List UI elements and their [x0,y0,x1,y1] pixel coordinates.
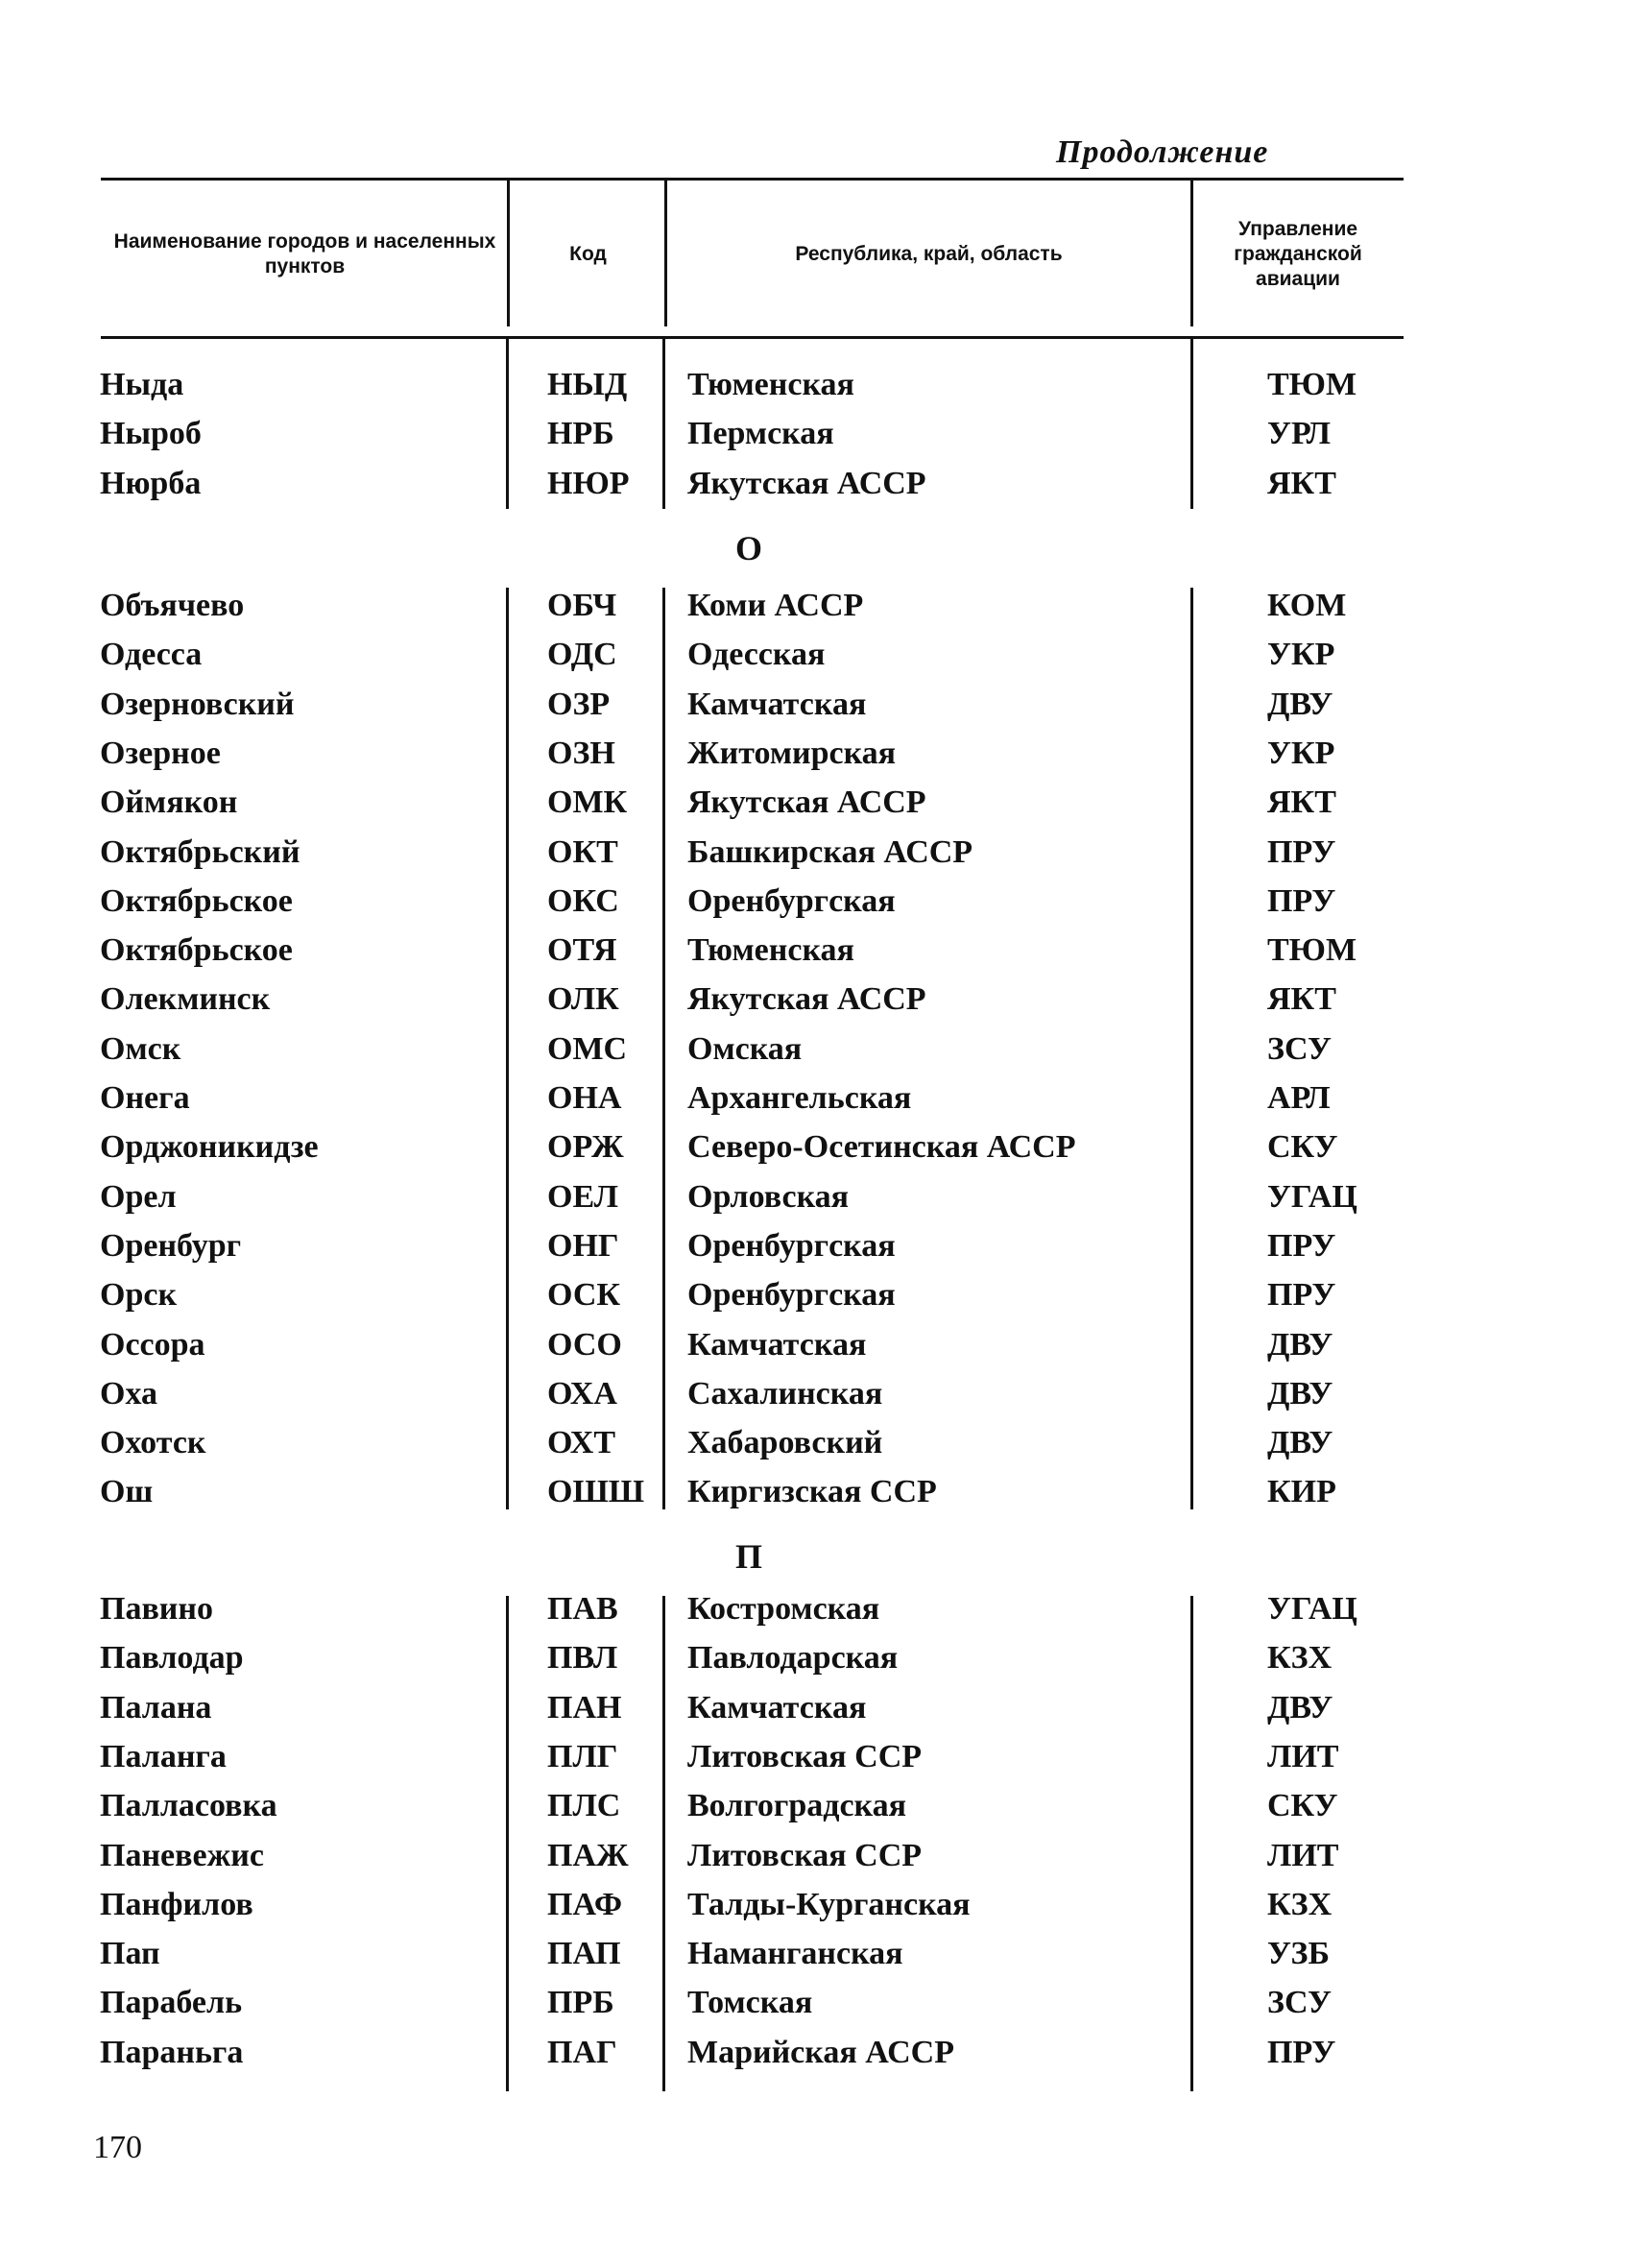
aviation-department: УЗБ [1267,1936,1330,1972]
header-divider-1 [507,178,510,326]
aviation-department: УРЛ [1267,416,1331,452]
airport-code: ПАП [547,1936,621,1972]
table-row [0,1880,1633,1930]
aviation-department: ЗСУ [1267,1030,1333,1067]
table-row [0,1584,1633,1634]
place-name: Омск [100,1030,181,1067]
place-name: Ныроб [100,416,202,452]
header-code: Код [569,243,607,265]
aviation-department: ПРУ [1267,1277,1336,1314]
region-name: Орловская [687,1178,850,1215]
airport-code: НЮР [547,465,630,501]
table-row [0,1270,1633,1320]
region-name: Костромская [687,1591,880,1627]
place-name: Парабель [100,1985,243,2021]
place-name: Палласовка [100,1788,277,1824]
aviation-department: ДВУ [1267,1326,1333,1363]
place-name: Паневежис [100,1837,264,1873]
airport-code: ОКС [547,882,619,919]
aviation-department: ЛИТ [1267,1837,1339,1873]
page-number: 170 [93,2130,142,2165]
airport-code: НЫД [547,367,628,402]
place-name: Ныда [100,367,184,402]
table-row [0,1781,1633,1831]
table-row [0,729,1633,779]
header-name: Наименование городов и населенных пунктов [113,230,496,277]
region-name: Пермская [687,416,834,452]
place-name: Павлодар [100,1640,244,1677]
region-name: Оренбургская [687,1277,896,1314]
table-row [0,459,1633,509]
aviation-department: ЗСУ [1267,1985,1333,2021]
table-row [0,877,1633,927]
section-letter: П [734,1537,762,1576]
place-name: Оренбург [100,1227,242,1264]
table-row [0,630,1633,680]
airport-code: ОНГ [547,1227,619,1264]
place-name: Панфилов [100,1886,253,1922]
aviation-department: ТЮМ [1267,932,1357,969]
place-name: Олекминск [100,981,271,1018]
airport-code: ОЛК [547,981,619,1018]
header-divider-2 [664,178,667,326]
place-name: Орел [100,1178,177,1215]
header-region: Республика, край, область [795,243,1063,265]
region-name: Литовская ССР [687,1837,923,1873]
region-name: Коми АССР [687,588,864,623]
airport-code: ПЛГ [547,1738,618,1774]
airport-code: ОМС [547,1030,628,1067]
airport-code: ОКТ [547,833,618,870]
table-row [0,409,1633,459]
airport-code: ОШШ [547,1474,645,1510]
place-name: Одесса [100,637,203,673]
airport-code: ПЛС [547,1788,621,1824]
airport-code: ОЕЛ [547,1178,619,1215]
aviation-department: УКР [1267,735,1335,771]
table-row [0,1369,1633,1419]
table-row [0,1929,1633,1979]
region-name: Камчатская [687,686,867,722]
aviation-department: КИР [1267,1474,1336,1510]
header-divider-3 [1190,178,1193,326]
aviation-department: КОМ [1267,588,1347,623]
region-name: Омская [687,1030,803,1067]
airport-code: ПАГ [547,2034,617,2070]
region-name: Тюменская [687,367,854,402]
place-name: Оймякон [100,784,238,821]
region-name: Хабаровский [687,1425,883,1461]
aviation-department: УКР [1267,637,1335,673]
airport-code: ПРБ [547,1985,614,2021]
airport-code: ОЗН [547,735,615,771]
table-row [0,1074,1633,1123]
place-name: Охотск [100,1425,206,1461]
aviation-department: ПРУ [1267,882,1336,919]
region-name: Якутская АССР [687,465,926,501]
airport-code: ОМК [547,784,628,821]
aviation-department: СКУ [1267,1788,1338,1824]
aviation-department: КЗХ [1267,1886,1333,1922]
place-name: Параньга [100,2034,244,2070]
airport-code: ОРЖ [547,1129,624,1166]
table-row [0,1320,1633,1370]
airport-code: ОНА [547,1080,622,1116]
continuation-label: Продолжение [1056,134,1269,170]
aviation-department: ЯКТ [1267,981,1336,1018]
place-name: Октябрьское [100,932,293,969]
aviation-department: СКУ [1267,1129,1338,1166]
place-name: Павино [100,1591,213,1627]
aviation-department: УГАЦ [1267,1591,1357,1627]
region-name: Сахалинская [687,1375,883,1411]
table-row [0,828,1633,878]
table-row [0,1025,1633,1074]
place-name: Онега [100,1080,190,1116]
airport-code: ОСО [547,1326,622,1363]
airport-code: ОЗР [547,686,611,722]
aviation-department: КЗХ [1267,1640,1333,1677]
header-bottom-rule [101,336,1404,339]
table-row [0,1978,1633,2028]
region-name: Оренбургская [687,1227,896,1264]
table-row [0,1172,1633,1222]
place-name: Ош [100,1474,154,1510]
header-department: Управление гражданской авиации [1234,218,1362,290]
airport-code: ОТЯ [547,932,617,969]
aviation-department: ДВУ [1267,686,1333,722]
region-name: Архангельская [687,1080,912,1116]
place-name: Оссора [100,1326,205,1363]
region-name: Тюменская [687,932,854,969]
aviation-department: ЛИТ [1267,1738,1339,1774]
place-name: Октябрьское [100,882,293,919]
region-name: Томская [687,1985,813,2021]
airport-code: ОХТ [547,1425,616,1461]
region-name: Наманганская [687,1936,903,1972]
aviation-department: ЯКТ [1267,784,1336,821]
place-name: Орск [100,1277,178,1314]
table-row [0,778,1633,828]
airport-code: ПАФ [547,1886,623,1922]
place-name: Озерное [100,735,221,771]
aviation-department: ТЮМ [1267,367,1357,402]
region-name: Камчатская [687,1689,867,1725]
region-name: Волгоградская [687,1788,907,1824]
airport-code: ПАН [547,1689,622,1725]
place-name: Объячево [100,588,245,623]
place-name: Орджоникидзе [100,1129,319,1166]
table-row [0,360,1633,410]
airport-code: ОБЧ [547,588,617,623]
region-name: Марийская АССР [687,2034,954,2070]
aviation-department: ДВУ [1267,1425,1333,1461]
region-name: Одесская [687,637,826,673]
region-name: Северо-Осетинская АССР [687,1129,1076,1166]
airport-code: ОСК [547,1277,621,1314]
table-row [0,1418,1633,1468]
table-row [0,1732,1633,1782]
place-name: Пап [100,1936,160,1972]
aviation-department: ПРУ [1267,833,1336,870]
region-name: Талды-Курганская [687,1886,971,1922]
aviation-department: ЯКТ [1267,465,1336,501]
aviation-department: ПРУ [1267,1227,1336,1264]
region-name: Житомирская [687,735,897,771]
table-row [0,1831,1633,1881]
aviation-department: ПРУ [1267,2034,1336,2070]
table-row [0,2028,1633,2078]
region-name: Якутская АССР [687,784,926,821]
table-row [0,1683,1633,1733]
airport-code: ПВЛ [547,1640,618,1677]
place-name: Нюрба [100,465,202,501]
section-letter: О [734,529,762,567]
aviation-department: ДВУ [1267,1375,1333,1411]
table-row [0,926,1633,976]
header-top-rule [101,178,1404,181]
table-row [0,1221,1633,1271]
aviation-department: ДВУ [1267,1689,1333,1725]
aviation-department: АРЛ [1267,1080,1331,1116]
aviation-department: УГАЦ [1267,1178,1357,1215]
table-row [0,1122,1633,1172]
place-name: Октябрьский [100,833,300,870]
airport-code: НРБ [547,416,614,452]
table-row [0,1633,1633,1683]
region-name: Камчатская [687,1326,867,1363]
region-name: Киргизская ССР [687,1474,937,1510]
airport-code: ОДС [547,637,617,673]
place-name: Озерновский [100,686,295,722]
table-row [0,680,1633,730]
table-row [0,975,1633,1025]
region-name: Якутская АССР [687,981,926,1018]
place-name: Палана [100,1689,212,1725]
place-name: Оха [100,1375,157,1411]
region-name: Башкирская АССР [687,833,973,870]
airport-code: ОХА [547,1375,617,1411]
airport-code: ПАЖ [547,1837,629,1873]
table-row [0,1467,1633,1517]
place-name: Паланга [100,1738,227,1774]
table-row [0,581,1633,631]
airport-code: ПАВ [547,1591,618,1627]
region-name: Литовская ССР [687,1738,923,1774]
region-name: Оренбургская [687,882,896,919]
region-name: Павлодарская [687,1640,899,1677]
